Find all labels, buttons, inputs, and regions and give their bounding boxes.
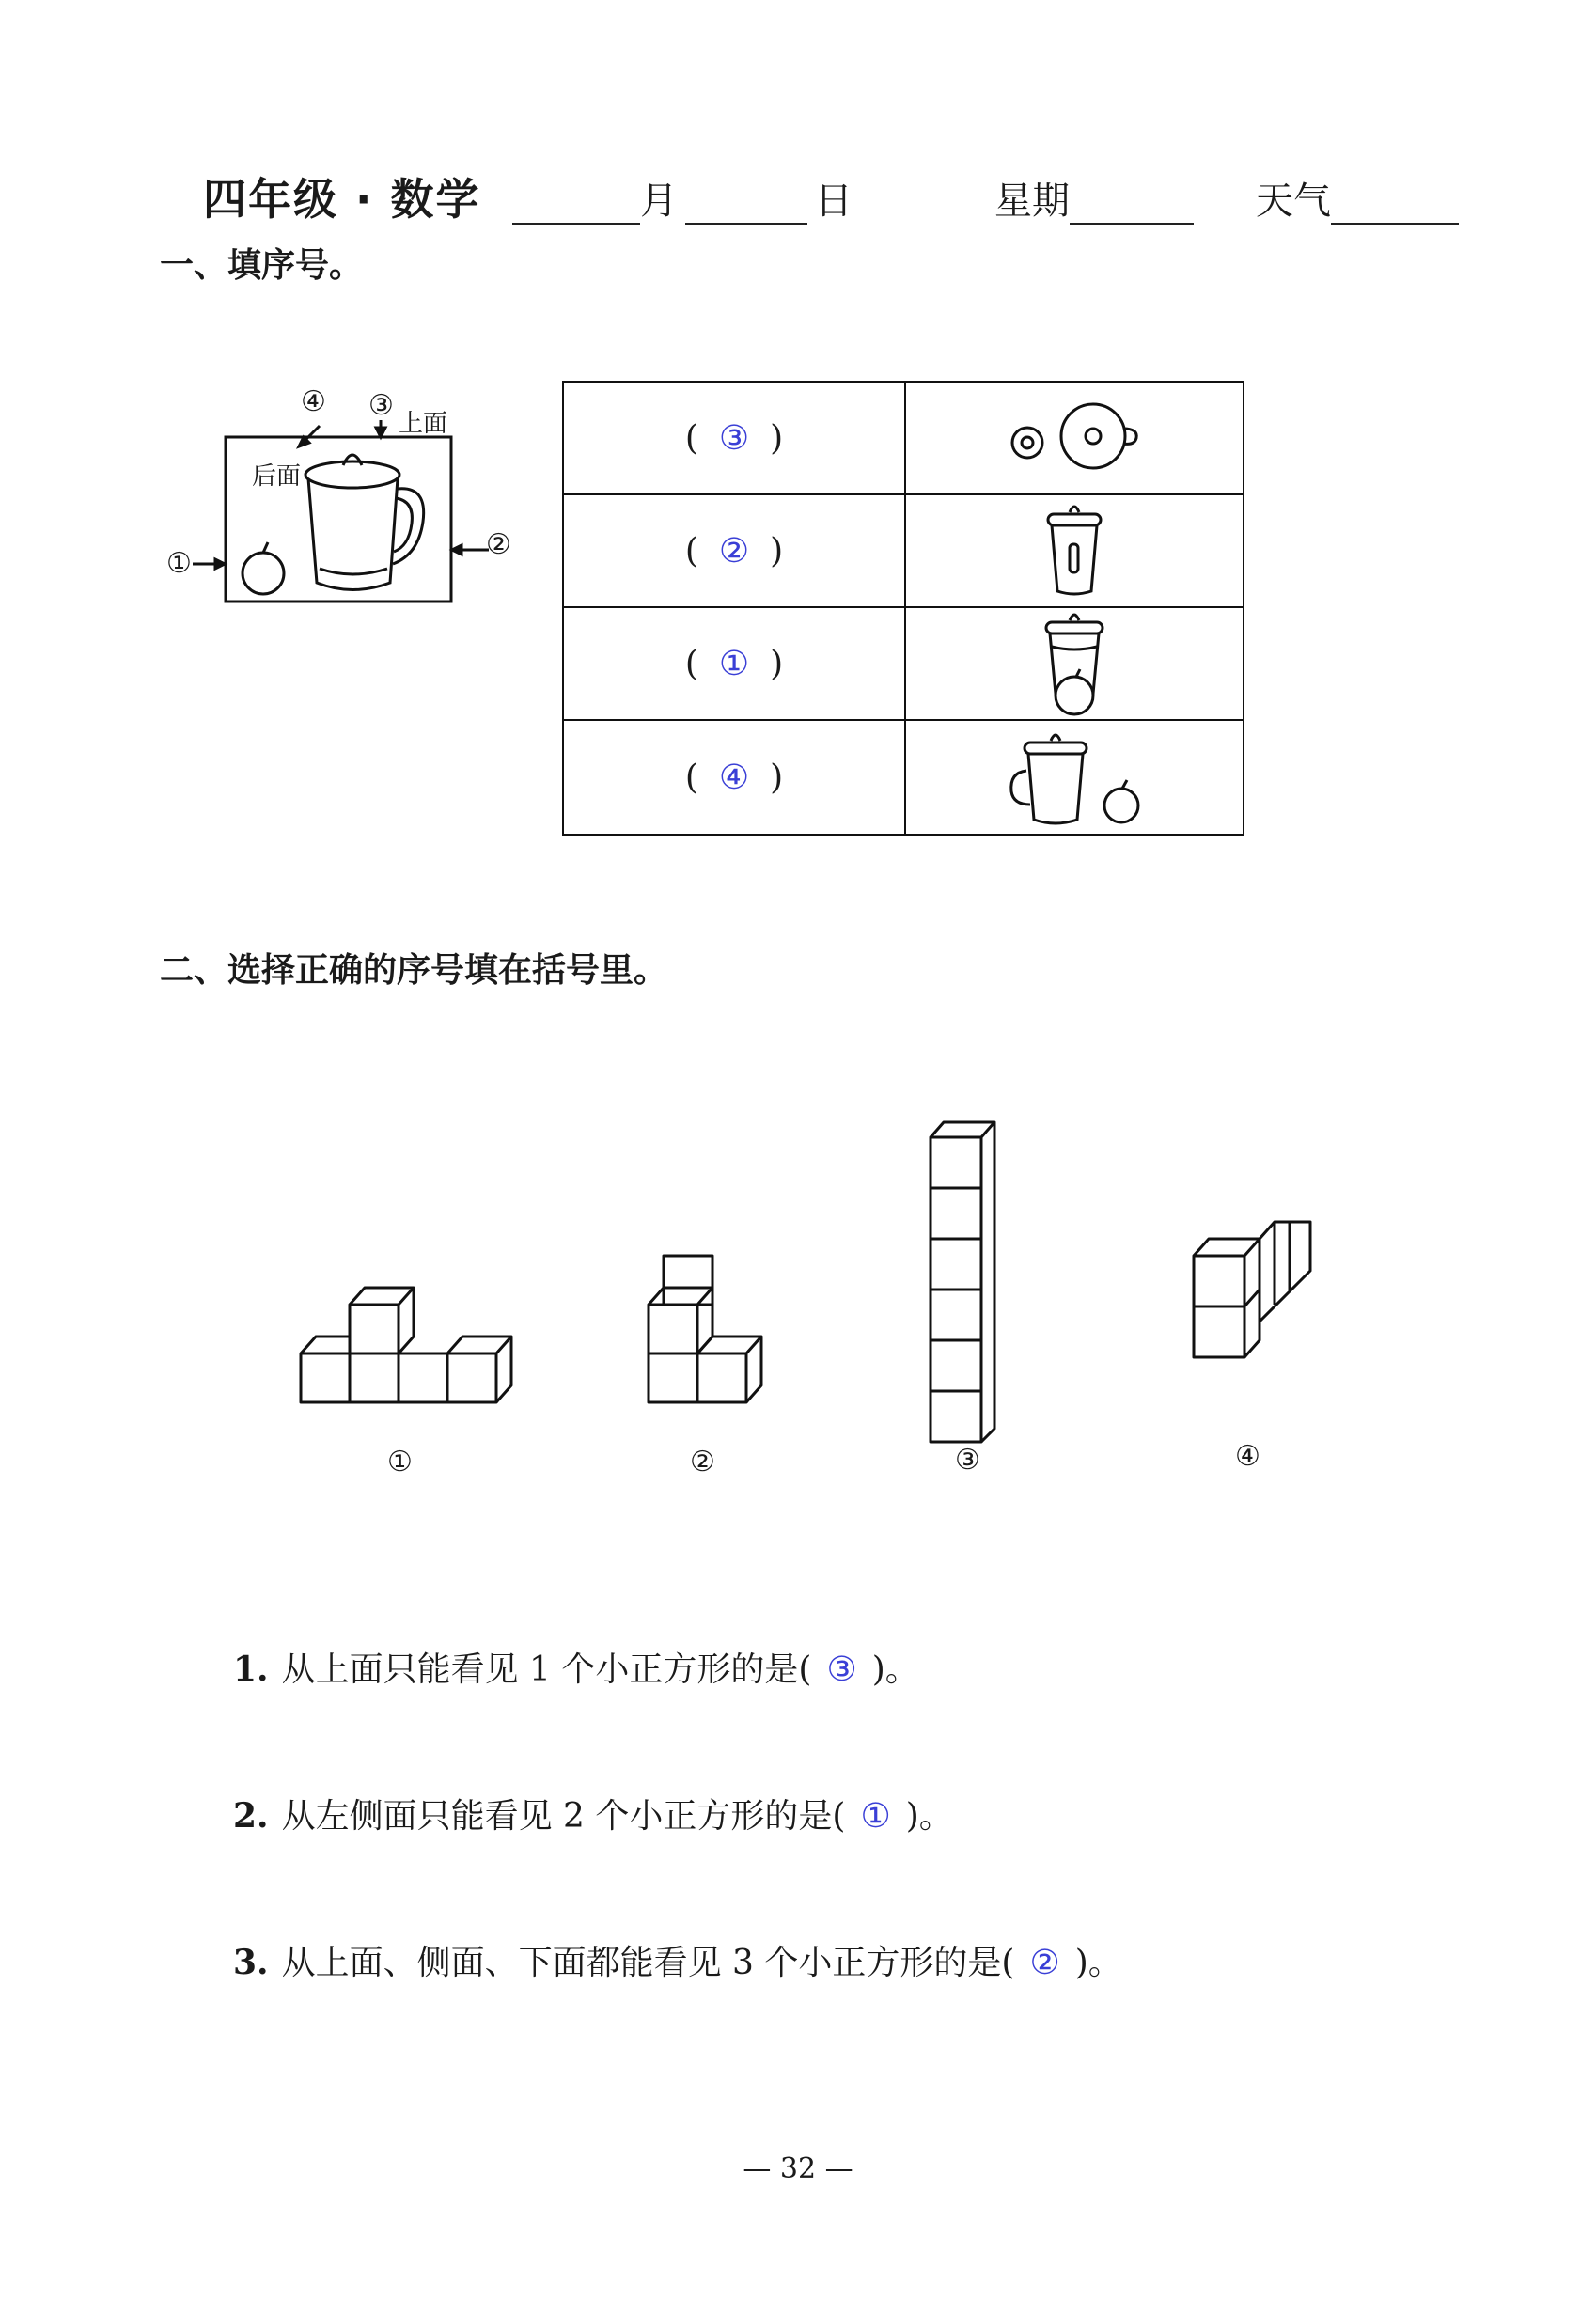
figure-label-1: ① xyxy=(387,1446,413,1478)
answer-field[interactable]: ③ xyxy=(718,418,750,458)
answer-field[interactable]: ② xyxy=(1029,1944,1060,1982)
page-title: 四年级 · 数学 xyxy=(203,174,481,225)
answer-field[interactable]: ④ xyxy=(718,758,750,797)
answer-field[interactable]: ② xyxy=(718,531,750,571)
right-side-view-icon xyxy=(1037,499,1112,602)
top-view-icon xyxy=(999,400,1150,476)
day-label: 日 xyxy=(815,180,853,223)
table-row: ( ③ ) xyxy=(564,383,1243,495)
cube-figure-1 xyxy=(301,1288,511,1402)
month-blank[interactable] xyxy=(512,181,640,225)
answer-field[interactable]: ① xyxy=(718,644,750,683)
figure-label-3: ③ xyxy=(955,1444,980,1477)
answer-field[interactable]: ① xyxy=(860,1797,891,1836)
cube-figure-3 xyxy=(931,1122,994,1442)
marker-3: ③ xyxy=(368,389,394,422)
question-3: 3. 从上面、侧面、下面都能看见 3 个小正方形的是( ② )。 xyxy=(233,1943,1122,1982)
table-row: ( ① ) xyxy=(564,608,1243,721)
marker-2: ② xyxy=(486,528,511,561)
apple-icon xyxy=(243,542,284,594)
weather-blank[interactable] xyxy=(1331,181,1459,225)
back-label: 后面 xyxy=(252,462,302,491)
back-view-icon xyxy=(1004,726,1145,829)
month-label: 月 xyxy=(640,180,678,223)
figure-label-2: ② xyxy=(690,1446,715,1478)
view-table xyxy=(562,381,1244,836)
top-label: 上面 xyxy=(399,410,448,438)
day-blank[interactable] xyxy=(685,181,807,225)
weather-line xyxy=(1256,171,1459,225)
cup-icon xyxy=(305,455,424,590)
figure-label-4: ④ xyxy=(1235,1440,1260,1473)
weekday-blank[interactable] xyxy=(1070,181,1194,225)
marker-1: ① xyxy=(166,547,192,580)
weekday-line xyxy=(994,171,1194,225)
cup-apple-diagram xyxy=(155,381,526,611)
table-row: ( ④ ) xyxy=(564,721,1243,834)
left-side-view-icon xyxy=(1037,609,1112,718)
marker-4: ④ xyxy=(301,385,326,418)
question-2: 2. 从左侧面只能看见 2 个小正方形的是( ① )。 xyxy=(233,1796,953,1836)
weekday-label: 星期 xyxy=(994,180,1070,223)
cube-figure-2 xyxy=(649,1256,761,1402)
weather-label: 天气 xyxy=(1256,180,1331,223)
question-1: 1. 从上面只能看见 1 个小正方形的是( ③ )。 xyxy=(233,1650,919,1689)
page-number: — 32 — xyxy=(743,2152,853,2185)
section1-title: 一、填序号。 xyxy=(160,246,364,285)
date-line xyxy=(512,171,853,225)
section2-title: 二、选择正确的序号填在括号里。 xyxy=(160,951,668,990)
table-row: ( ② ) xyxy=(564,495,1243,608)
cube-figures xyxy=(282,1090,1335,1447)
cube-figure-4 xyxy=(1194,1222,1310,1357)
answer-field[interactable]: ③ xyxy=(826,1650,857,1689)
